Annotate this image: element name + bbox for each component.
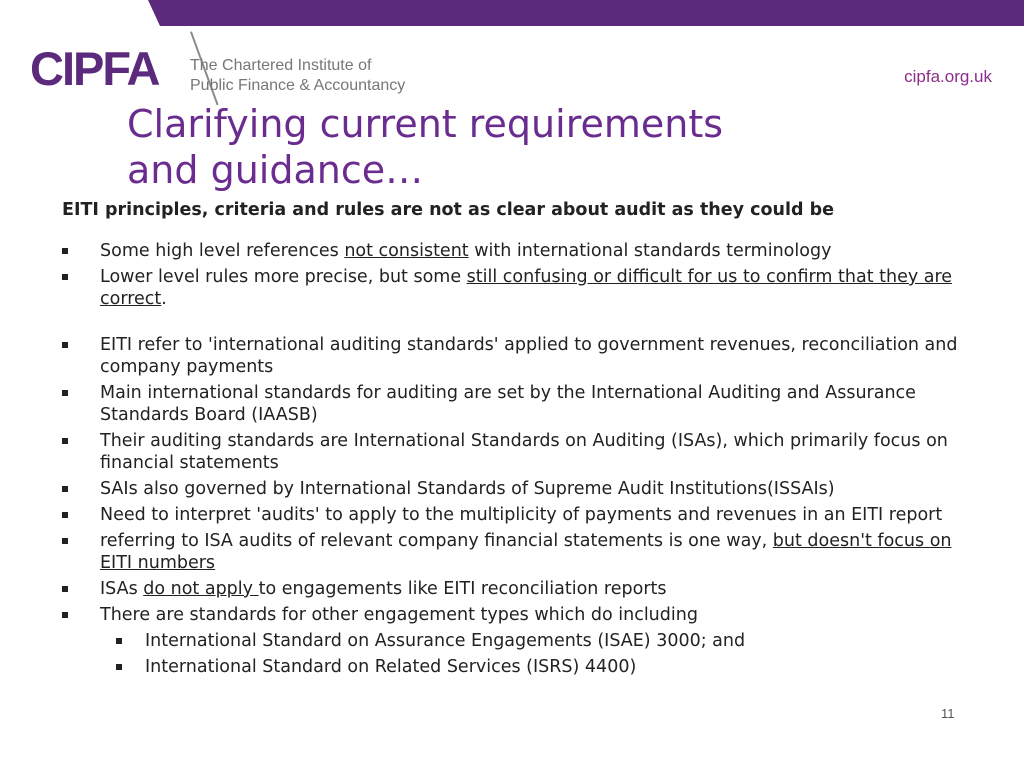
bullet-text: ISAs xyxy=(100,579,144,599)
title-line-1: Clarifying current requirements xyxy=(127,102,724,146)
bullet-item xyxy=(62,334,982,378)
tagline-line-1: The Chartered Institute of xyxy=(190,57,372,74)
bullet-item xyxy=(62,478,982,500)
bullet-text: Need to interpret 'audits' to apply to the multiplicity of payments and revenues in an EITI report xyxy=(100,505,943,525)
bullet-item xyxy=(62,530,982,574)
bullet-text: There are standards for other engagement types which do including xyxy=(100,605,698,625)
top-accent-bar xyxy=(148,0,1024,26)
slide-body xyxy=(62,199,982,682)
bullet-text: International Standard on Related Services (ISRS) 4400) xyxy=(145,657,637,677)
bullet-text: EITI refer to 'international auditing standards' applied to government revenues, reconciliation and company payments xyxy=(100,335,958,377)
page-number: 11 xyxy=(941,706,955,721)
underlined-phrase: still confusing or difficult for us to confirm that they are correct xyxy=(100,267,953,309)
bullet-text: Their auditing standards are International Standards on Auditing (ISAs), which primarily focus on financial statements xyxy=(100,431,948,473)
bullet-item xyxy=(62,430,982,474)
sub-bullet-item xyxy=(100,656,982,678)
lead-statement: EITI principles, criteria and rules are not as clear about audit as they could be xyxy=(62,200,834,220)
tagline-line-2: Public Finance & Accountancy xyxy=(190,77,406,94)
bullet-text: Some high level references xyxy=(100,241,345,261)
underlined-phrase: not consistent xyxy=(344,241,469,261)
underlined-phrase: do not apply xyxy=(143,579,259,599)
bullet-list xyxy=(62,240,982,678)
sub-bullet-list xyxy=(100,630,982,678)
bullet-text: to engagements like EITI reconciliation reports xyxy=(258,579,667,599)
bullet-item xyxy=(62,578,982,600)
underlined-phrase: but doesn't focus on EITI numbers xyxy=(100,531,952,573)
title-line-2: and guidance… xyxy=(127,148,424,192)
bullet-item xyxy=(62,504,982,526)
bullet-text: Lower level rules more precise, but some xyxy=(100,267,467,287)
bullet-text: with international standards terminology xyxy=(468,241,832,261)
site-url: cipfa.org.uk xyxy=(904,67,992,86)
logo-tagline xyxy=(190,56,450,96)
bullet-item xyxy=(62,266,982,310)
logo-wordmark: CIPFA xyxy=(30,42,159,95)
bullet-item xyxy=(62,604,982,678)
bullet-item xyxy=(62,240,982,262)
bullet-text: . xyxy=(161,289,167,309)
bullet-text: referring to ISA audits of relevant company financial statements is one way, xyxy=(100,531,773,551)
bullet-item xyxy=(62,382,982,426)
bullet-text: Main international standards for auditing are set by the International Auditing and Assurance Standards Board (IAASB) xyxy=(100,383,916,425)
slide-title xyxy=(127,101,887,193)
sub-bullet-item xyxy=(100,630,982,652)
bullet-text: International Standard on Assurance Engagements (ISAE) 3000; and xyxy=(145,631,746,651)
bullet-text: SAIs also governed by International Standards of Supreme Audit Institutions(ISSAIs) xyxy=(100,479,835,499)
